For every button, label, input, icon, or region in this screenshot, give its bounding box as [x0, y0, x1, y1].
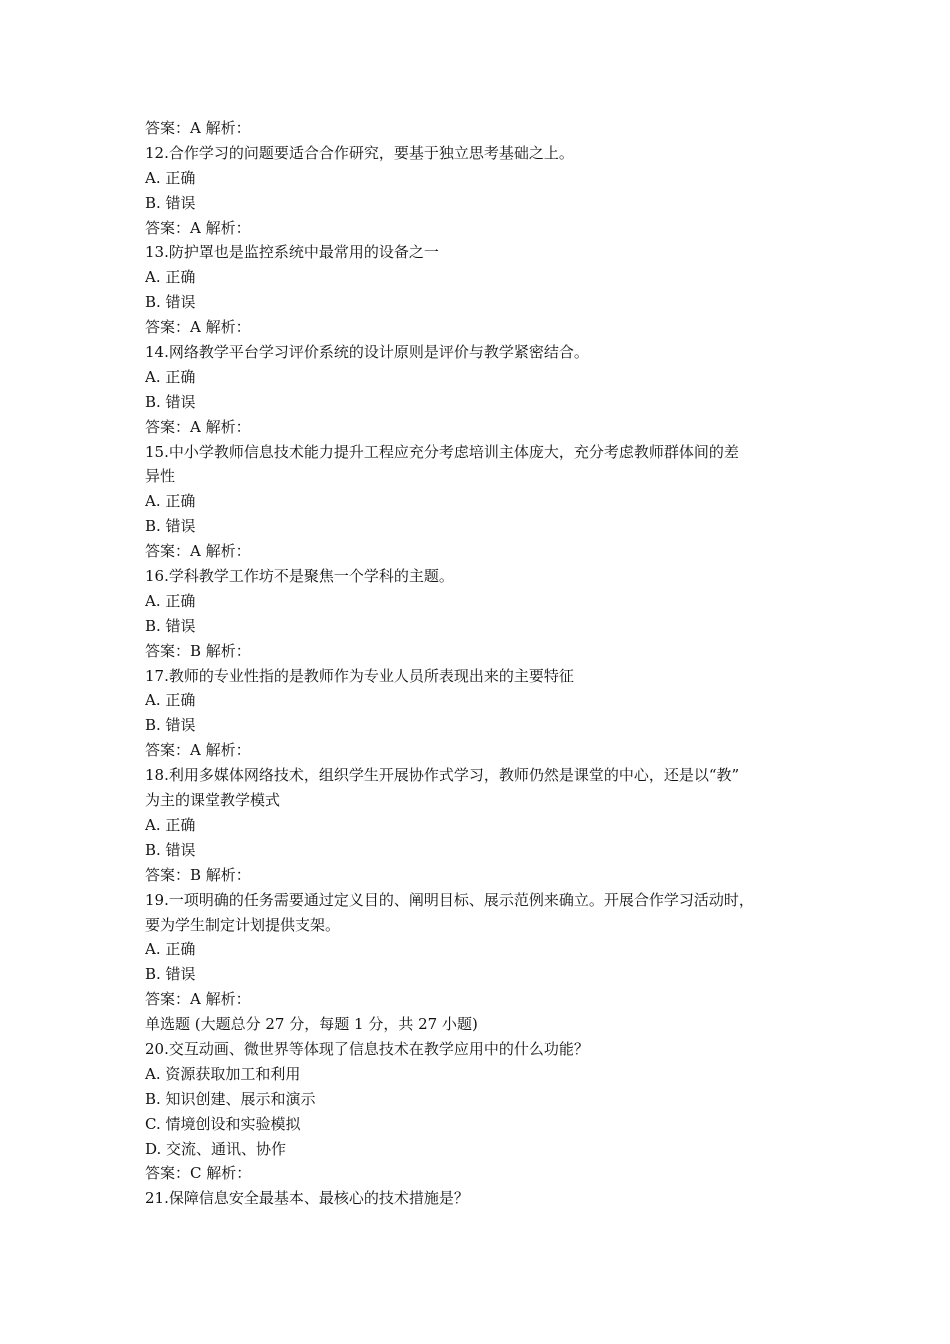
option-line: B. 错误	[145, 965, 196, 984]
option-line: B. 错误	[145, 616, 196, 635]
option-line: A. 正确	[145, 691, 196, 710]
question-line: 18.利用多媒体网络技术，组织学生开展协作式学习，教师仍然是课堂的中心，还是以“教”	[145, 766, 740, 785]
question-line: 16.学科教学工作坊不是聚焦一个学科的主题。	[145, 567, 454, 586]
option-line: A. 正确	[145, 492, 196, 511]
answer-line: 答案：A 解析：	[145, 218, 251, 237]
question-line: 13.防护罩也是监控系统中最常用的设备之一	[145, 243, 439, 262]
answer-line: 答案：A 解析：	[145, 119, 251, 137]
question-line: 21.保障信息安全最基本、最核心的技术措施是？	[145, 1189, 469, 1208]
option-line: B. 错误	[145, 193, 196, 212]
option-line: B. 错误	[145, 716, 196, 735]
question-line: 12.合作学习的问题要适合合作研究，要基于独立思考基础之上。	[145, 143, 574, 162]
option-line: D. 交流、通讯、协作	[145, 1139, 287, 1158]
option-line: B. 错误	[145, 517, 196, 536]
option-line: B. 知识创建、展示和演示	[145, 1089, 316, 1108]
option-line: A. 正确	[145, 591, 196, 610]
answer-line: 答案：B 解析：	[145, 641, 251, 660]
option-line: B. 错误	[145, 293, 196, 312]
question-line: 20.交互动画、微世界等体现了信息技术在教学应用中的什么功能？	[145, 1039, 589, 1058]
question-continuation-line: 要为学生制定计划提供支架。	[145, 915, 341, 934]
option-line: A. 正确	[145, 940, 196, 959]
option-line: A. 正确	[145, 815, 196, 834]
answer-line: 答案：A 解析：	[145, 741, 251, 760]
answer-line: 答案：A 解析：	[145, 542, 251, 561]
option-line: B. 错误	[145, 392, 196, 411]
answer-line: 答案：A 解析：	[145, 990, 251, 1009]
question-line: 14.网络教学平台学习评价系统的设计原则是评价与教学紧密结合。	[145, 343, 589, 362]
question-line: 15.中小学教师信息技术能力提升工程应充分考虑培训主体庞大，充分考虑教师群体间的差	[145, 442, 739, 461]
answer-line: 答案：A 解析：	[145, 417, 251, 436]
option-line: A. 正确	[145, 168, 196, 187]
section-heading: 单选题 (大题总分 27 分，每题 1 分，共 27 小题)	[145, 1015, 478, 1034]
question-continuation-line: 异性	[145, 467, 176, 486]
option-line: B. 错误	[145, 840, 196, 859]
question-line: 19.一项明确的任务需要通过定义目的、阐明目标、展示范例来确立。开展合作学习活动时，	[145, 890, 754, 909]
question-line: 17.教师的专业性指的是教师作为专业人员所表现出来的主要特征	[145, 666, 574, 685]
option-line: A. 正确	[145, 367, 196, 386]
document-body	[145, 116, 815, 1211]
answer-line: 答案：A 解析：	[145, 318, 251, 337]
question-continuation-line: 为主的课堂教学模式	[145, 791, 281, 810]
answer-line: 答案：B 解析：	[145, 865, 251, 884]
answer-line: 答案：C 解析：	[145, 1164, 252, 1183]
option-line: C. 情境创设和实验模拟	[145, 1114, 301, 1133]
option-line: A. 资源获取加工和利用	[145, 1064, 301, 1083]
option-line: A. 正确	[145, 268, 196, 287]
